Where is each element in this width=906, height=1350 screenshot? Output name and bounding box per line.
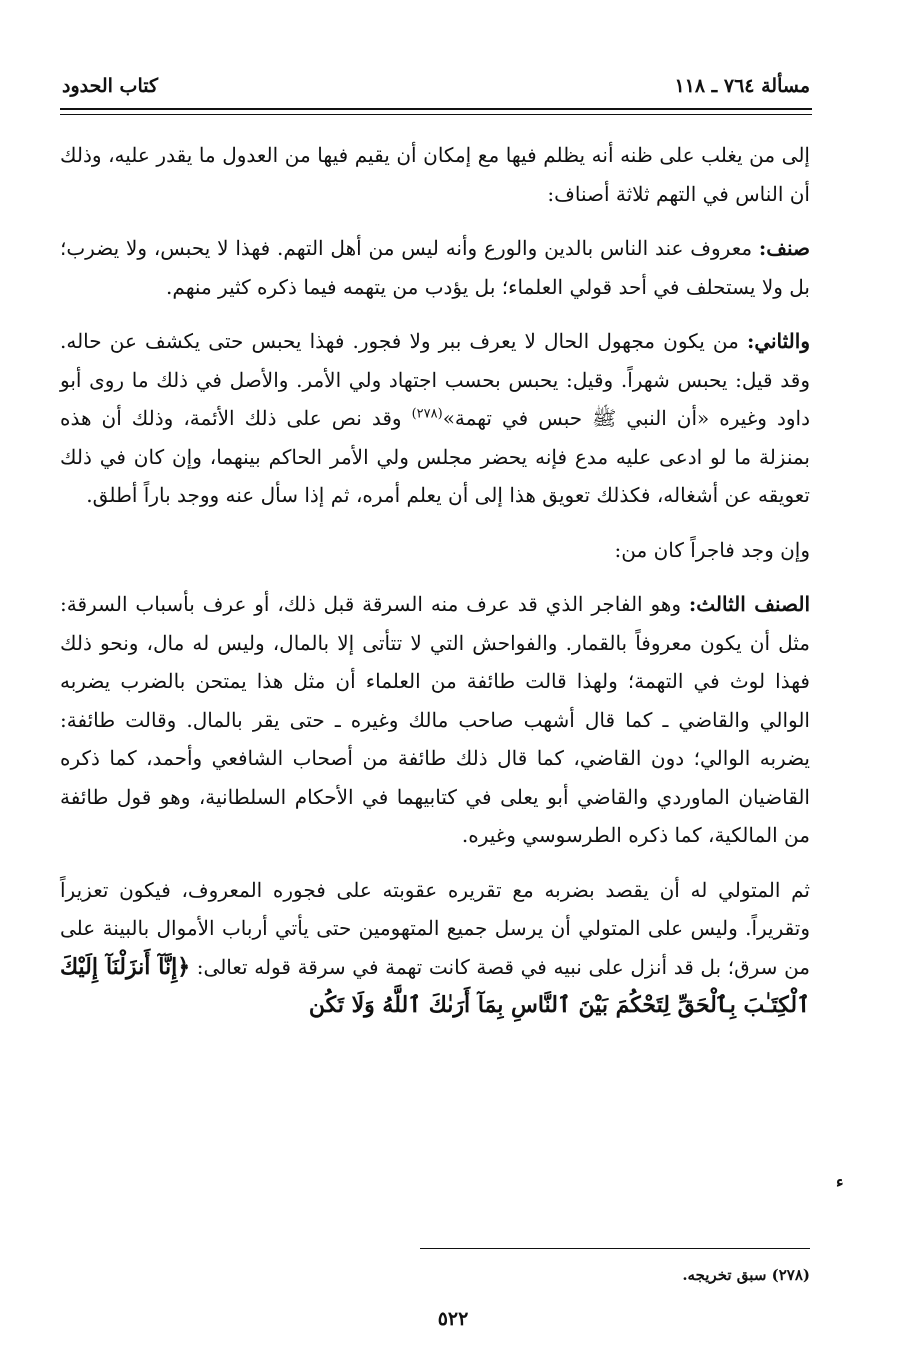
- header-rule-thin: [60, 114, 812, 115]
- paragraph-2-lead: صنف:: [758, 236, 811, 260]
- paragraph-5-text: وهو الفاجر الذي قد عرف منه السرقة قبل ذلك، أو عرف بأسباب السرقة: مثل أن يكون معروفاً بالقمار. والفواحش التي لا تتأتى إلا بالمال، وليس له مال، ونحو ذلك فهذا لوث في التهمة؛ ولهذا قالت طائفة من العلماء أن مثل هذا يمتحن بالضرب يضربه الوالي والقاضي ـ كما قال أشهب صاحب مالك وغيره ـ حتى يقر بالمال. وقالت طائفة: يضربه الوالي؛ دون القاضي، كما قال ذلك طائفة من أصحاب الشافعي وأحمد، كما ذكره القاضيان الماوردي والقاضي أبو يعلى في كتابيهما في الأحكام السلطانية، وهو قول طائفة من المالكية، كما ذكره الطرسوسي وغيره.: [60, 592, 810, 847]
- paragraph-5-lead: الصنف الثالث:: [688, 592, 810, 616]
- page-number: ٥٢٢: [437, 1308, 469, 1330]
- issue-label: مسألة ٧٦٤ ـ ١١٨: [674, 75, 810, 97]
- paragraph-2-text: معروف عند الناس بالدين والورع وأنه ليس من أهل التهم. فهذا لا يحبس، ولا يضرب؛ بل ولا يستحلف في أحد قولي العلماء؛ بل يؤدب من يتهمه فيما ذكره كثير منهم.: [60, 236, 810, 299]
- paragraph-3-text-b: وقد نص على ذلك الأئمة، وذلك أن هذه بمنزلة ما لو ادعى عليه مدع فإنه يحضر مجلس ولي الأمر الحاكم بينهما، وإن كان في ذلك تعويقه عن أشغاله، فكذلك تعويق هذا إلى أن يعلم أمره، ثم إذا سأل عنه ووجد باراً أطلق.: [60, 406, 810, 507]
- footnote-rule: [420, 1248, 810, 1249]
- paragraph-6: [60, 871, 810, 1025]
- margin-mark: ء: [836, 1172, 844, 1191]
- book-title: كتاب الحدود: [62, 75, 159, 97]
- paragraph-6-text: ثم المتولي له أن يقصد بضربه مع تقريره عقوبته على فجوره المعروف، فيكون تعزيراً وتقريراً. وليس على المتولي أن يرسل جميع المتهومين حتى يأتي أرباب الأموال بالبينة على من سرق؛ بل قد أنزل على نبيه في قصة كانت تهمة في سرقة قوله تعالى:: [60, 877, 811, 979]
- paragraph-1: إلى من يغلب على ظنه أنه يظلم فيها مع إمكان أن يقيم فيها من العدول ما يقدر عليه، وذلك أن الناس في التهم ثلاثة أصناف:: [60, 143, 810, 206]
- paragraph-3-text-a: من يكون مجهول الحال لا يعرف ببر ولا فجور. فهذا يحبس حتى يكشف عن حاله. وقد قيل: يحبس شهراً. وقيل: يحبس بحسب اجتهاد ولي الأمر. والأصل في ذلك ما روى أبو داود وغيره «أن النبي ﷺ حبس في تهمة»: [60, 329, 810, 430]
- paragraph-3: [60, 322, 810, 515]
- footnote-reference[interactable]: (٢٧٨): [411, 406, 443, 422]
- footnote: (٢٧٨) سبق تخريجه.: [682, 1266, 810, 1284]
- paragraph-3-lead: والثاني:: [746, 329, 810, 353]
- paragraph-4: وإن وجد فاجراً كان من:: [614, 537, 810, 562]
- paragraph-5: [60, 585, 810, 855]
- paragraph-2: [60, 229, 810, 306]
- running-header: [62, 66, 810, 106]
- quran-verse: ﴿إِنَّآ أَنزَلْنَآ إِلَيْكَ ٱلْكِتَـٰبَ بِٱلْحَقِّ لِتَحْكُمَ بَيْنَ ٱلنَّاسِ بِمَآ أَرَىٰكَ ٱللَّهُ وَلَا تَكُن: [60, 953, 810, 1018]
- page-body: [60, 136, 810, 1025]
- header-rule-thick: [60, 108, 812, 110]
